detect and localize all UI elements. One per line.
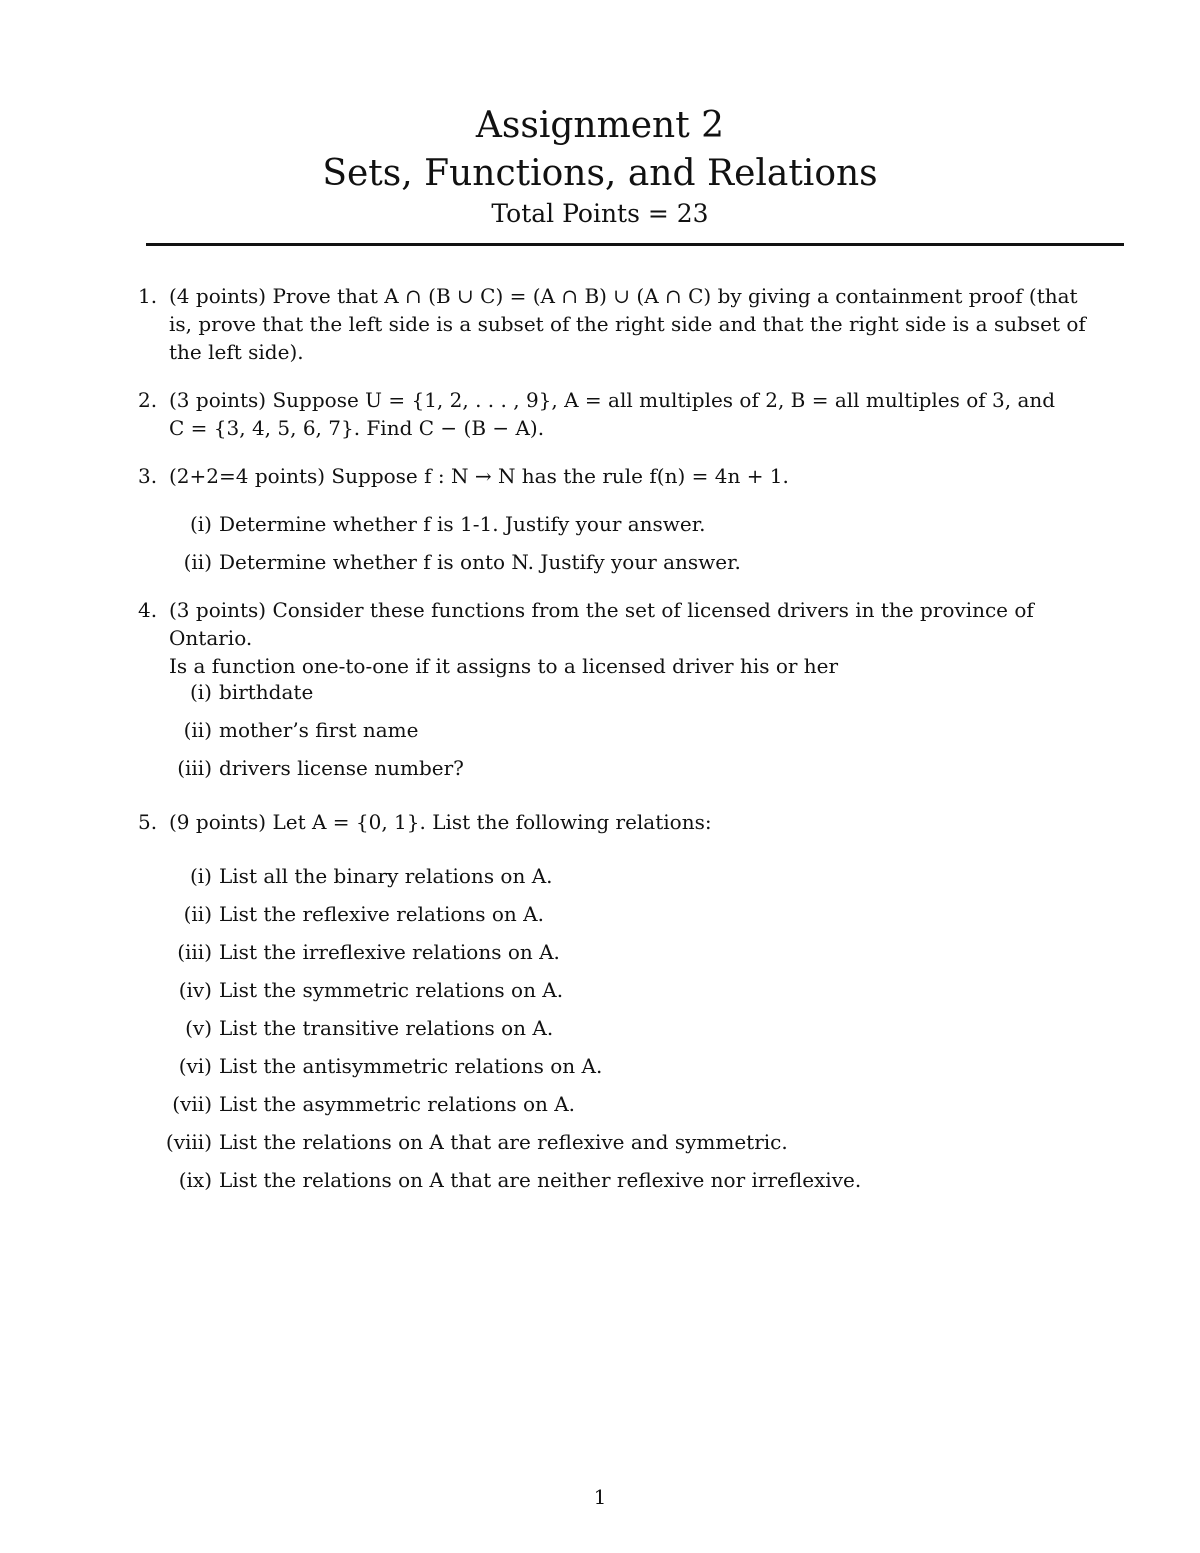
sub-question-text: mother’s first name: [219, 718, 419, 742]
sub-question-label: (ii): [183, 550, 212, 574]
sub-question-label: (i): [189, 680, 212, 704]
total-points: Total Points = 23: [491, 199, 709, 228]
sub-question-label: (ix): [178, 1168, 212, 1192]
sub-question: [150, 1052, 1050, 1080]
question-line: (3 points) Suppose U = {1, 2, . . . , 9}, A = all multiples of 2, B = all multiples of 3, and: [169, 388, 1056, 412]
sub-question: [150, 900, 1050, 928]
question-line: Is a function one-to-one if it assigns to a licensed driver his or her: [169, 654, 839, 678]
sub-question-text: birthdate: [219, 680, 314, 704]
question-number: 5.: [138, 810, 158, 834]
sub-question-text: List the irreflexive relations on A.: [219, 940, 560, 964]
sub-question-text: List the asymmetric relations on A.: [219, 1092, 576, 1116]
sub-question: [150, 678, 1050, 706]
page-subtitle: Sets, Functions, and Relations: [322, 153, 878, 194]
question-line: (4 points) Prove that A ∩ (B ∪ C) = (A ∩ B) ∪ (A ∩ C) by giving a containment proof (that: [169, 284, 1078, 308]
sub-question: [150, 716, 1050, 744]
sub-question-text: List the antisymmetric relations on A.: [219, 1054, 603, 1078]
sub-question: [150, 862, 1050, 890]
sub-question: [150, 548, 1050, 576]
horizontal-rule: [146, 243, 1124, 246]
sub-question: [150, 1128, 1050, 1156]
question-number: 1.: [138, 284, 158, 308]
question-2: [138, 386, 1090, 442]
page-title: Assignment 2: [475, 105, 725, 146]
question-number: 2.: [138, 388, 158, 412]
sub-question-label: (v): [185, 1016, 212, 1040]
sub-question-text: List the reflexive relations on A.: [219, 902, 544, 926]
sub-question: [150, 938, 1050, 966]
sub-question: [150, 510, 1050, 538]
question-5: [138, 808, 1090, 836]
question-4: [138, 596, 1090, 680]
sub-question: [150, 1090, 1050, 1118]
question-number: 4.: [138, 598, 158, 622]
question-line: the left side).: [169, 340, 304, 364]
sub-question-text: Determine whether f is 1-1. Justify your answer.: [219, 512, 706, 536]
sub-question: [150, 1014, 1050, 1042]
sub-question-label: (ii): [183, 902, 212, 926]
sub-question-label: (i): [189, 864, 212, 888]
sub-question-label: (ii): [183, 718, 212, 742]
question-1: [138, 282, 1090, 366]
question-line: (9 points) Let A = {0, 1}. List the following relations:: [169, 810, 712, 834]
question-number: 3.: [138, 464, 158, 488]
sub-question-text: List the symmetric relations on A.: [219, 978, 564, 1002]
question-line: is, prove that the left side is a subset of the right side and that the right side is a subset of: [169, 312, 1086, 336]
sub-question-label: (iii): [177, 756, 212, 780]
question-line: (2+2=4 points) Suppose f : N → N has the rule f(n) = 4n + 1.: [169, 464, 789, 488]
sub-question-text: drivers license number?: [219, 756, 464, 780]
sub-question-text: List all the binary relations on A.: [219, 864, 553, 888]
sub-question-label: (viii): [165, 1130, 212, 1154]
sub-question-label: (i): [189, 512, 212, 536]
sub-question-label: (vii): [172, 1092, 212, 1116]
sub-question-text: Determine whether f is onto N. Justify your answer.: [219, 550, 741, 574]
question-line: C = {3, 4, 5, 6, 7}. Find C − (B − A).: [169, 416, 545, 440]
sub-question-text: List the transitive relations on A.: [219, 1016, 554, 1040]
sub-question: [150, 1166, 1050, 1194]
sub-question-label: (iv): [178, 978, 212, 1002]
sub-question-text: List the relations on A that are neither reflexive nor irreflexive.: [219, 1168, 862, 1192]
sub-question-label: (iii): [177, 940, 212, 964]
page-number: 1: [593, 1485, 607, 1509]
question-line: (3 points) Consider these functions from the set of licensed drivers in the province of Ontario.: [169, 598, 1034, 650]
sub-question-text: List the relations on A that are reflexive and symmetric.: [219, 1130, 788, 1154]
question-3: [138, 462, 1090, 490]
sub-question: [150, 754, 1050, 782]
sub-question: [150, 976, 1050, 1004]
sub-question-label: (vi): [178, 1054, 212, 1078]
